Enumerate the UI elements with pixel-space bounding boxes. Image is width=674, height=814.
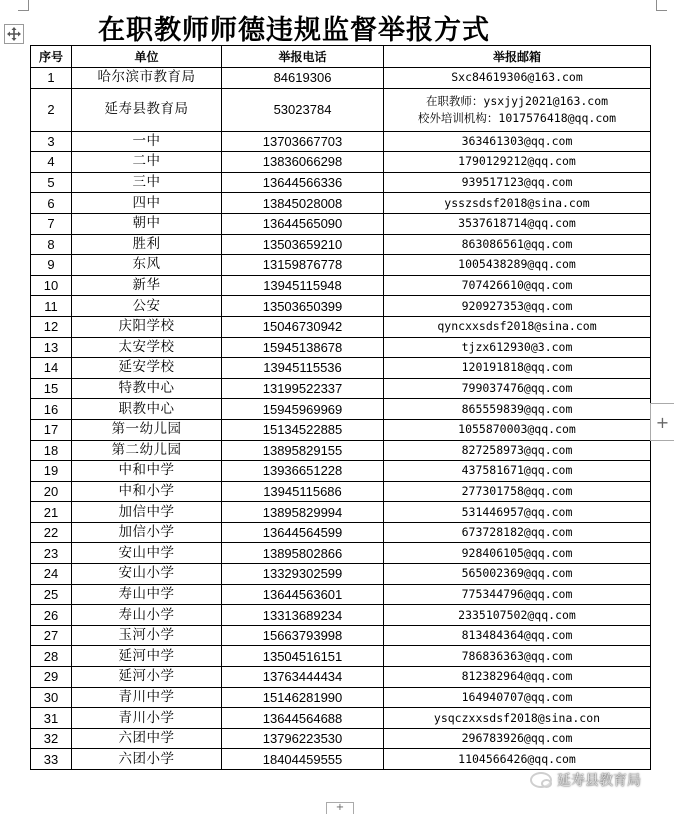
row-index: 19 <box>31 461 72 482</box>
row-email: 920927353@qq.com <box>384 296 651 317</box>
row-index: 20 <box>31 481 72 502</box>
row-email: 363461303@qq.com <box>384 131 651 152</box>
row-index: 4 <box>31 152 72 173</box>
row-unit: 寿山小学 <box>72 605 222 626</box>
row-email: ysszsdsf2018@sina.com <box>384 193 651 214</box>
table-row <box>31 275 651 296</box>
row-unit: 四中 <box>72 193 222 214</box>
table-row <box>31 378 651 399</box>
row-unit: 寿山中学 <box>72 584 222 605</box>
table-row <box>31 131 651 152</box>
row-index: 14 <box>31 358 72 379</box>
move-icon[interactable] <box>4 24 24 44</box>
row-phone: 15134522885 <box>222 419 384 440</box>
row-index: 17 <box>31 419 72 440</box>
row-index: 8 <box>31 234 72 255</box>
table-row <box>31 358 651 379</box>
row-email <box>384 88 651 131</box>
row-email: qyncxxsdsf2018@sina.com <box>384 316 651 337</box>
row-index: 31 <box>31 708 72 729</box>
row-index: 26 <box>31 605 72 626</box>
table-row <box>31 88 651 131</box>
row-unit: 东风 <box>72 255 222 276</box>
row-email: Sxc84619306@163.com <box>384 68 651 89</box>
row-index: 24 <box>31 564 72 585</box>
row-index: 23 <box>31 543 72 564</box>
row-phone: 13763444434 <box>222 667 384 688</box>
row-email: 707426610@qq.com <box>384 275 651 296</box>
row-email: 1055870003@qq.com <box>384 419 651 440</box>
row-phone: 13644566336 <box>222 172 384 193</box>
row-phone: 13644564599 <box>222 522 384 543</box>
row-unit: 职教中心 <box>72 399 222 420</box>
row-phone: 13796223530 <box>222 728 384 749</box>
row-email: 786836363@qq.com <box>384 646 651 667</box>
row-email: 673728182@qq.com <box>384 522 651 543</box>
row-phone: 13703667703 <box>222 131 384 152</box>
row-index: 9 <box>31 255 72 276</box>
row-phone: 15945969969 <box>222 399 384 420</box>
row-email: 3537618714@qq.com <box>384 213 651 234</box>
row-phone: 13313689234 <box>222 605 384 626</box>
row-index: 27 <box>31 625 72 646</box>
row-email: 928406105@qq.com <box>384 543 651 564</box>
row-email: 799037476@qq.com <box>384 378 651 399</box>
row-email: 120191818@qq.com <box>384 358 651 379</box>
table-row <box>31 728 651 749</box>
row-email: 865559839@qq.com <box>384 399 651 420</box>
move-arrows-icon <box>7 27 21 41</box>
row-unit: 中和小学 <box>72 481 222 502</box>
row-phone: 13945115686 <box>222 481 384 502</box>
row-index: 13 <box>31 337 72 358</box>
table-row <box>31 687 651 708</box>
row-phone: 13504516151 <box>222 646 384 667</box>
header-index: 序号 <box>31 46 72 68</box>
row-unit: 二中 <box>72 152 222 173</box>
row-unit: 加信小学 <box>72 522 222 543</box>
row-phone: 13845028008 <box>222 193 384 214</box>
row-phone: 13836066298 <box>222 152 384 173</box>
table-row <box>31 522 651 543</box>
add-row-button[interactable] <box>326 802 354 814</box>
table-row <box>31 625 651 646</box>
row-index: 22 <box>31 522 72 543</box>
table-row <box>31 255 651 276</box>
row-email: 1005438289@qq.com <box>384 255 651 276</box>
row-email: tjzx612930@3.com <box>384 337 651 358</box>
row-unit: 第一幼儿园 <box>72 419 222 440</box>
table-row <box>31 296 651 317</box>
row-email: 277301758@qq.com <box>384 481 651 502</box>
row-phone: 15945138678 <box>222 337 384 358</box>
row-email: 775344796@qq.com <box>384 584 651 605</box>
wechat-logo-icon <box>530 772 552 788</box>
row-index: 21 <box>31 502 72 523</box>
row-phone: 13503659210 <box>222 234 384 255</box>
page-title: 在职教师师德违规监督举报方式 <box>98 15 490 46</box>
row-email: 164940707@qq.com <box>384 687 651 708</box>
row-email: 531446957@qq.com <box>384 502 651 523</box>
row-email: 1104566426@qq.com <box>384 749 651 770</box>
row-index: 3 <box>31 131 72 152</box>
table-row <box>31 708 651 729</box>
row-index: 33 <box>31 749 72 770</box>
row-index: 7 <box>31 213 72 234</box>
row-phone: 13329302599 <box>222 564 384 585</box>
page-corner-mark <box>18 0 29 11</box>
row-index: 25 <box>31 584 72 605</box>
table-row <box>31 213 651 234</box>
table-row <box>31 667 651 688</box>
table-row <box>31 152 651 173</box>
row-email: 437581671@qq.com <box>384 461 651 482</box>
watermark-text: 延寿县教育局 <box>557 773 641 789</box>
row-email: 296783926@qq.com <box>384 728 651 749</box>
row-phone: 13159876778 <box>222 255 384 276</box>
row-unit: 公安 <box>72 296 222 317</box>
row-phone: 13644565090 <box>222 213 384 234</box>
watermark <box>530 770 641 790</box>
table-row <box>31 749 651 770</box>
row-phone: 84619306 <box>222 68 384 89</box>
row-unit: 安山小学 <box>72 564 222 585</box>
table-row <box>31 605 651 626</box>
row-unit: 哈尔滨市教育局 <box>72 68 222 89</box>
row-unit: 延河中学 <box>72 646 222 667</box>
row-index: 28 <box>31 646 72 667</box>
row-index: 6 <box>31 193 72 214</box>
row-unit: 庆阳学校 <box>72 316 222 337</box>
report-table <box>30 45 651 770</box>
row-email: 812382964@qq.com <box>384 667 651 688</box>
row-phone: 13644563601 <box>222 584 384 605</box>
header-phone: 举报电话 <box>222 46 384 68</box>
row-unit: 六团中学 <box>72 728 222 749</box>
row-phone: 15663793998 <box>222 625 384 646</box>
row-phone: 13503650399 <box>222 296 384 317</box>
row-email: ysqczxxsdsf2018@sina.con <box>384 708 651 729</box>
row-index: 10 <box>31 275 72 296</box>
email-line: 校外培训机构：1017576418@qq.com <box>417 110 617 125</box>
row-phone: 13895802866 <box>222 543 384 564</box>
row-phone: 13199522337 <box>222 378 384 399</box>
row-unit: 太安学校 <box>72 337 222 358</box>
row-email: 939517123@qq.com <box>384 172 651 193</box>
row-index: 5 <box>31 172 72 193</box>
row-phone: 53023784 <box>222 88 384 131</box>
row-index: 16 <box>31 399 72 420</box>
row-phone: 13895829994 <box>222 502 384 523</box>
row-phone: 15046730942 <box>222 316 384 337</box>
table-row <box>31 584 651 605</box>
row-index: 11 <box>31 296 72 317</box>
row-unit: 延河小学 <box>72 667 222 688</box>
row-email: 1790129212@qq.com <box>384 152 651 173</box>
row-email: 813484364@qq.com <box>384 625 651 646</box>
row-email: 2335107502@qq.com <box>384 605 651 626</box>
table-row <box>31 461 651 482</box>
add-column-button[interactable] <box>650 403 674 441</box>
row-unit: 延寿县教育局 <box>72 88 222 131</box>
email-line: 在职教师：ysxjyj2021@163.com <box>425 93 609 108</box>
row-phone: 13644564688 <box>222 708 384 729</box>
table-row <box>31 481 651 502</box>
row-phone: 13895829155 <box>222 440 384 461</box>
row-unit: 延安学校 <box>72 358 222 379</box>
table-row <box>31 234 651 255</box>
page-corner-mark <box>656 0 667 11</box>
row-phone: 15146281990 <box>222 687 384 708</box>
row-unit: 加信中学 <box>72 502 222 523</box>
row-unit: 一中 <box>72 131 222 152</box>
row-phone: 18404459555 <box>222 749 384 770</box>
row-email: 827258973@qq.com <box>384 440 651 461</box>
table-row <box>31 564 651 585</box>
table-row <box>31 543 651 564</box>
row-unit: 新华 <box>72 275 222 296</box>
table-row <box>31 68 651 89</box>
row-unit: 青川小学 <box>72 708 222 729</box>
row-phone: 13945115536 <box>222 358 384 379</box>
row-unit: 六团小学 <box>72 749 222 770</box>
plus-icon: + <box>655 412 670 432</box>
table-row <box>31 316 651 337</box>
row-index: 1 <box>31 68 72 89</box>
table-row <box>31 440 651 461</box>
header-unit: 单位 <box>72 46 222 68</box>
table-row <box>31 337 651 358</box>
row-index: 32 <box>31 728 72 749</box>
row-unit: 玉河小学 <box>72 625 222 646</box>
row-unit: 青川中学 <box>72 687 222 708</box>
plus-icon: + <box>335 802 345 813</box>
row-index: 30 <box>31 687 72 708</box>
row-index: 18 <box>31 440 72 461</box>
row-index: 29 <box>31 667 72 688</box>
row-index: 12 <box>31 316 72 337</box>
table-row <box>31 419 651 440</box>
table-body <box>31 68 651 770</box>
row-email: 863086561@qq.com <box>384 234 651 255</box>
table-row <box>31 646 651 667</box>
row-email: 565002369@qq.com <box>384 564 651 585</box>
row-unit: 朝中 <box>72 213 222 234</box>
header-email: 举报邮箱 <box>384 46 651 68</box>
table-row <box>31 502 651 523</box>
row-unit: 中和中学 <box>72 461 222 482</box>
table-row <box>31 399 651 420</box>
row-unit: 胜利 <box>72 234 222 255</box>
table-row <box>31 172 651 193</box>
row-unit: 第二幼儿园 <box>72 440 222 461</box>
row-unit: 三中 <box>72 172 222 193</box>
row-unit: 安山中学 <box>72 543 222 564</box>
row-phone: 13945115948 <box>222 275 384 296</box>
row-index: 2 <box>31 88 72 131</box>
row-phone: 13936651228 <box>222 461 384 482</box>
table-row <box>31 193 651 214</box>
table-header-row <box>31 46 651 68</box>
row-index: 15 <box>31 378 72 399</box>
row-unit: 特教中心 <box>72 378 222 399</box>
